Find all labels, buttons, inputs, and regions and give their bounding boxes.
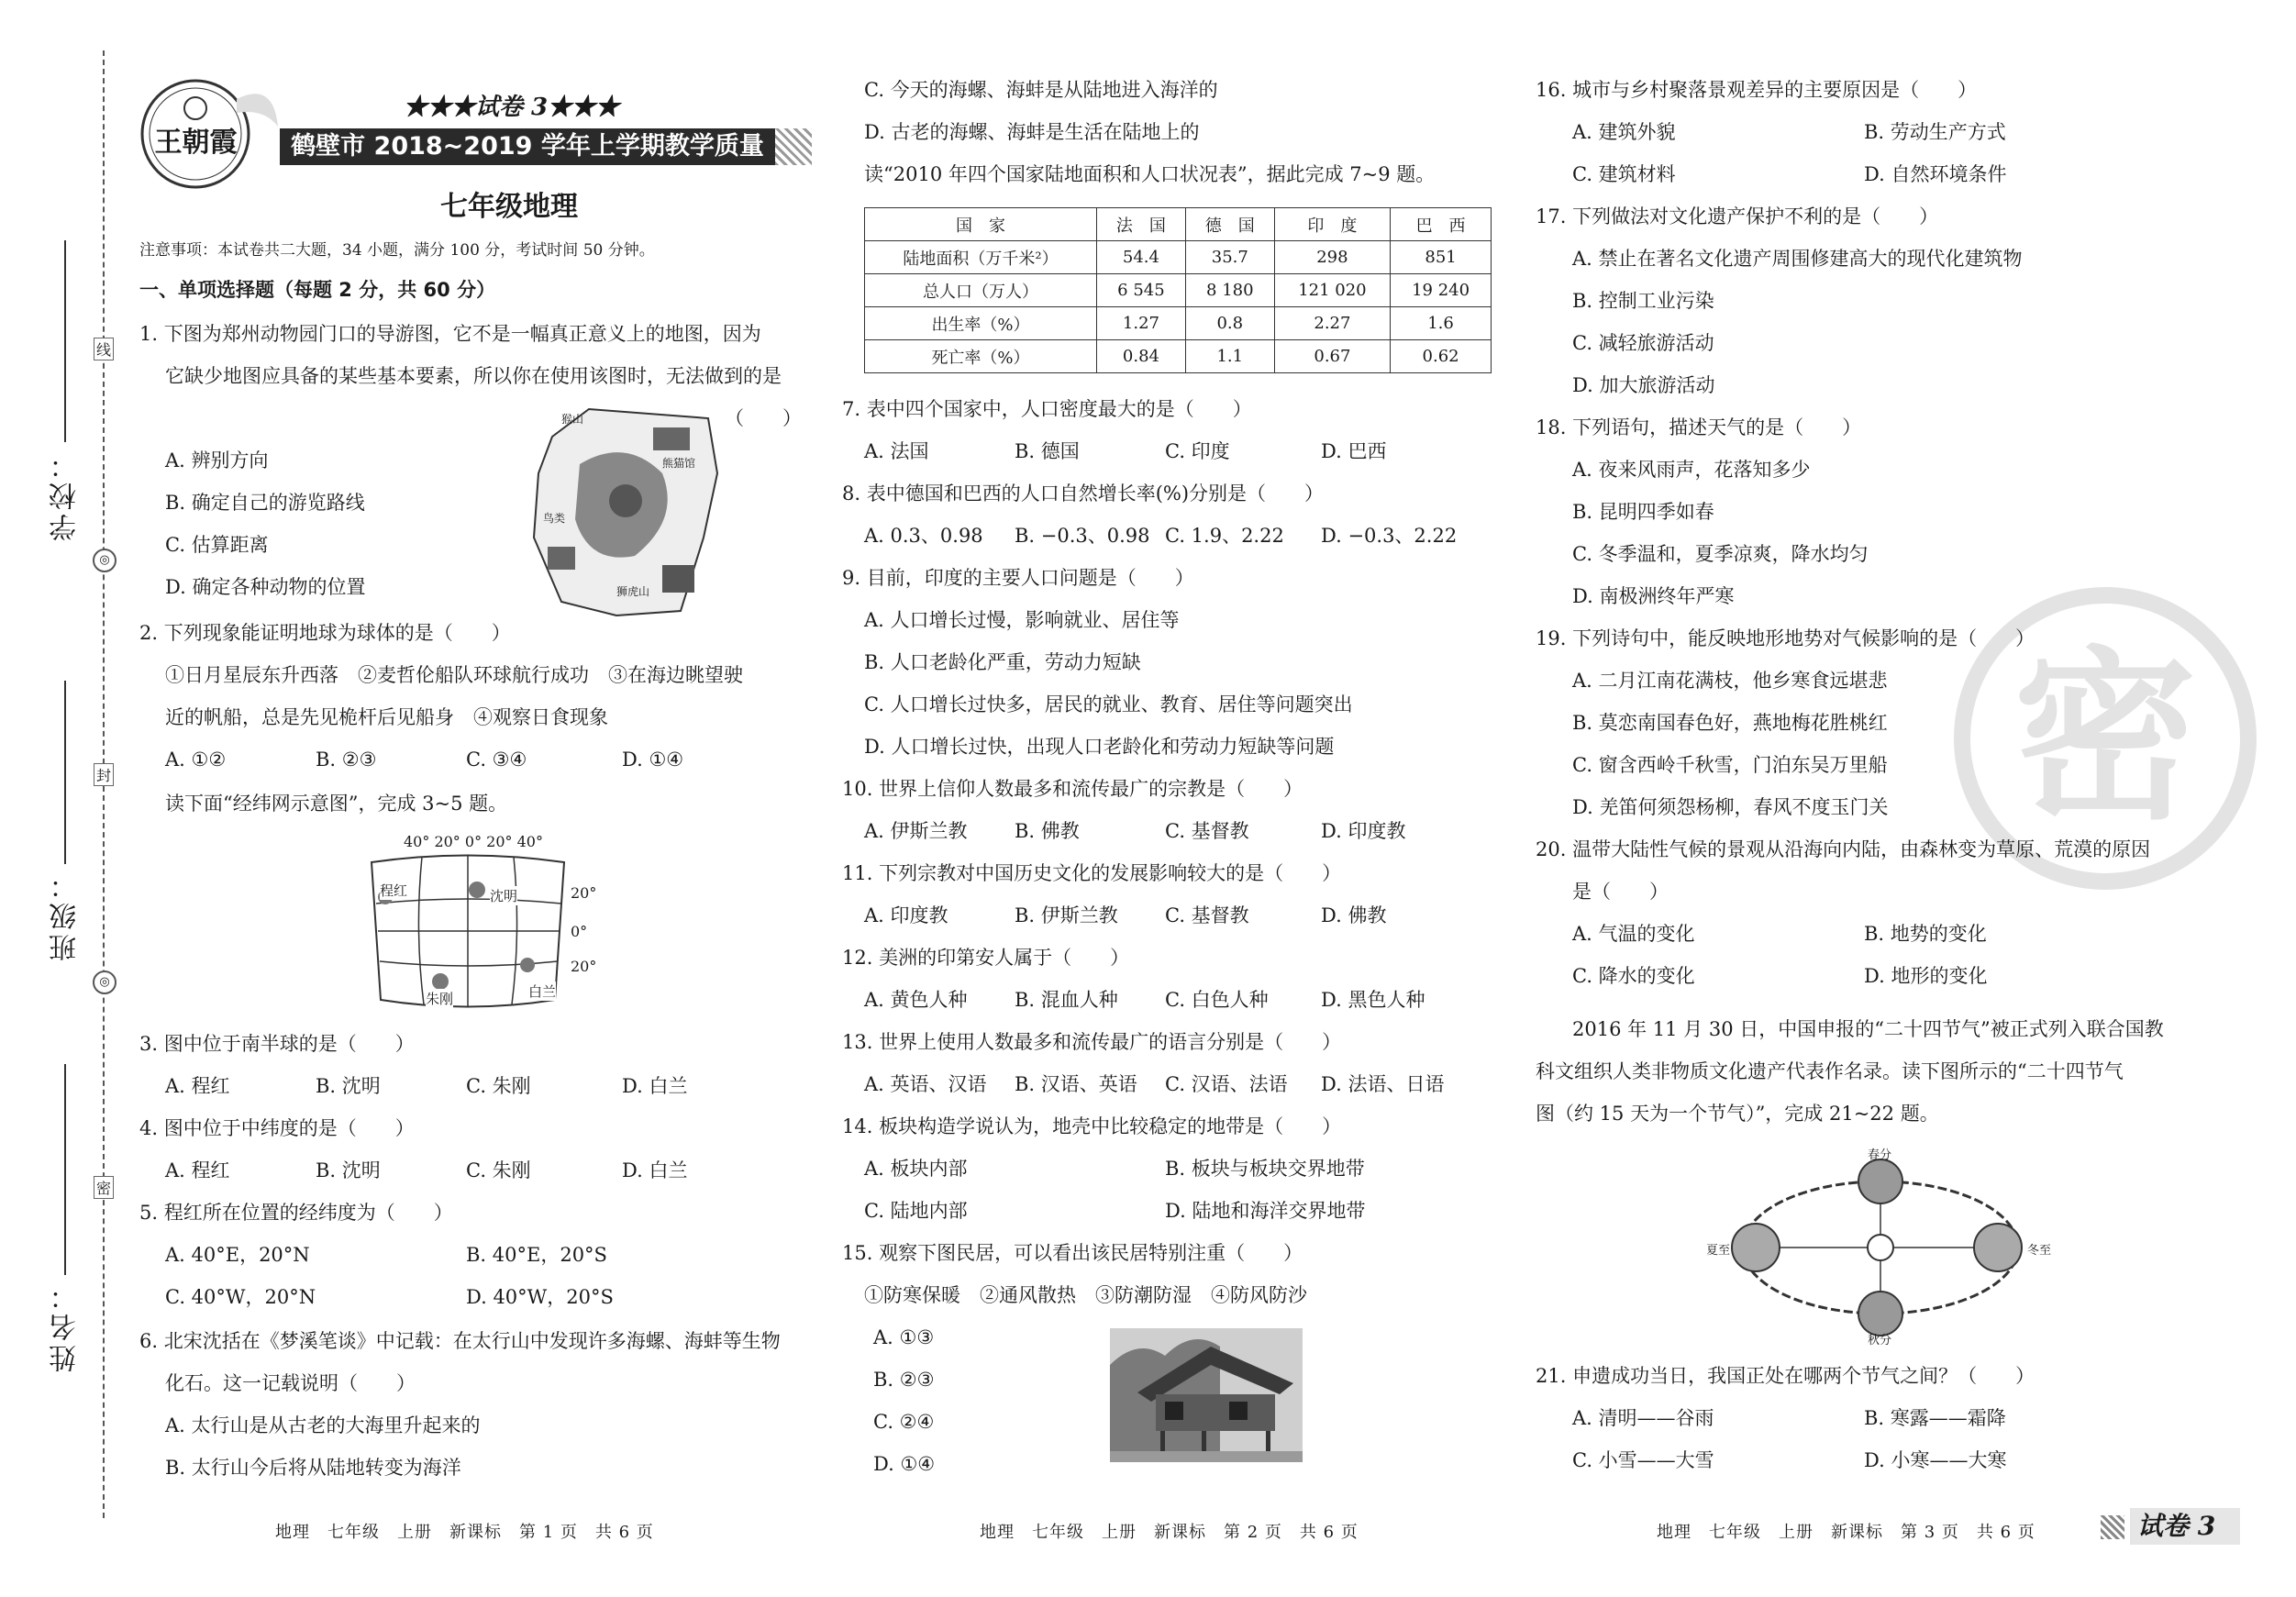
- q20-stem-line1: 20. 温带大陆性气候的景观从沿海向内陆，由森林变为草原、荒漠的原因: [1536, 838, 2151, 860]
- q6-option-c[interactable]: C. 今天的海螺、海蚌是从陆地进入海洋的: [864, 79, 1218, 101]
- q2-option-b[interactable]: B. ②③: [316, 749, 377, 771]
- zoo-guide-map: [525, 400, 725, 620]
- q20-option-a[interactable]: A. 气温的变化: [1572, 923, 1695, 945]
- lat-long-grid-figure: [367, 833, 596, 1013]
- q7-option-c[interactable]: C. 印度: [1165, 440, 1230, 462]
- q1-option-a[interactable]: A. 辨别方向: [165, 449, 269, 471]
- q7-stem: 7. 表中四个国家中，人口密度最大的是（ ）: [842, 398, 1252, 420]
- q1-option-d[interactable]: D. 确定各种动物的位置: [165, 576, 366, 598]
- footer-tag-box: [2130, 1508, 2240, 1545]
- notice-text: 注意事项：本试卷共二大题，34 小题，满分 100 分，考试时间 50 分钟。: [139, 241, 655, 260]
- table-cell: 35.7: [1185, 241, 1274, 274]
- q8-option-c[interactable]: C. 1.9、2.22: [1165, 525, 1284, 547]
- table-header-cell: 印 度: [1274, 208, 1390, 241]
- binding-circle-mark: ◎: [93, 549, 116, 572]
- map-label: 鸟类: [543, 512, 566, 525]
- table-cell: 19 240: [1391, 274, 1492, 307]
- q17-option-b[interactable]: B. 控制工业污染: [1572, 290, 1714, 312]
- q9-option-c[interactable]: C. 人口增长过快多，居民的就业、教育、居住等问题突出: [864, 693, 1353, 715]
- table-cell: 54.4: [1097, 241, 1186, 274]
- q10-stem: 10. 世界上信仰人数最多和流传最广的宗教是（ ）: [842, 778, 1303, 800]
- q15-option-d[interactable]: D. ①④: [873, 1453, 936, 1475]
- q8-option-d[interactable]: D. −0.3、2.22: [1321, 525, 1458, 547]
- q11-stem: 11. 下列宗教对中国历史文化的发展影响较大的是（ ）: [842, 862, 1342, 884]
- school-label: 学校：: [50, 448, 82, 541]
- q18-option-c[interactable]: C. 冬季温和，夏季凉爽，降水均匀: [1572, 543, 1869, 565]
- binding-mark-dense: 密: [94, 1176, 114, 1199]
- q14-stem: 14. 板块构造学说认为，地壳中比较稳定的地带是（ ）: [842, 1115, 1342, 1137]
- q8-stem: 8. 表中德国和巴西的人口自然增长率(%)分别是（ ）: [842, 482, 1325, 505]
- brand-logo: [136, 72, 283, 200]
- q20-option-d[interactable]: D. 地形的变化: [1864, 965, 1988, 987]
- q9-option-b[interactable]: B. 人口老龄化严重，劳动力短缺: [864, 651, 1141, 673]
- q11-option-a[interactable]: A. 印度教: [864, 904, 948, 926]
- q4-options: [165, 1158, 687, 1183]
- q11-options: [864, 903, 1386, 928]
- q2-option-a[interactable]: A. ①②: [165, 749, 227, 771]
- q6-option-b[interactable]: B. 太行山今后将从陆地转变为海洋: [165, 1457, 461, 1479]
- q15-items: ①防寒保暖 ②通风散热 ③防潮防湿 ④防风防沙: [864, 1284, 1307, 1306]
- table-cell: 8 180: [1185, 274, 1274, 307]
- map-label: 熊猫馆: [662, 457, 696, 470]
- q12-stem: 12. 美洲的印第安人属于（ ）: [842, 947, 1130, 969]
- q2-items-line2: 近的帆船，总是先见桅杆后见船身 ④观察日食现象: [165, 706, 608, 728]
- table-cell: 6 545: [1097, 274, 1186, 307]
- q21-option-a[interactable]: A. 清明——谷雨: [1572, 1407, 1714, 1429]
- table-cell: 0.67: [1274, 340, 1390, 373]
- q11-option-c[interactable]: C. 基督教: [1165, 904, 1249, 926]
- table-cell: 0.8: [1185, 307, 1274, 340]
- grid-name: 沈明: [490, 888, 518, 904]
- orbit-label-spring: 春分: [1868, 1148, 1892, 1162]
- q1-stem-line2: 它缺少地图应具备的某些基本要素，所以你在使用该图时，无法做到的是: [165, 365, 782, 387]
- footer-page-2: 地理 七年级 上册 新课标 第 2 页 共 6 页: [980, 1523, 1359, 1542]
- solar-terms-diagram: [1706, 1145, 2055, 1345]
- q3-option-c[interactable]: C. 朱刚: [466, 1075, 531, 1097]
- q12-option-c[interactable]: C. 白色人种: [1165, 989, 1269, 1011]
- q13-option-a[interactable]: A. 英语、汉语: [864, 1073, 987, 1095]
- q2-option-d[interactable]: D. ①④: [622, 749, 684, 771]
- q11-option-d[interactable]: D. 佛教: [1321, 904, 1387, 926]
- q8-option-b[interactable]: B. −0.3、0.98: [1015, 525, 1150, 547]
- q2-option-c[interactable]: C. ③④: [466, 749, 527, 771]
- q15-option-b[interactable]: B. ②③: [873, 1369, 935, 1391]
- country-data-table: [864, 207, 1492, 373]
- q12-option-d[interactable]: D. 黑色人种: [1321, 989, 1425, 1011]
- q20-option-c[interactable]: C. 降水的变化: [1572, 965, 1695, 987]
- q15-option-a[interactable]: A. ①③: [873, 1326, 935, 1348]
- q2-options: [165, 747, 683, 772]
- table-cell: 死亡率（%）: [865, 340, 1097, 373]
- orbit-label-winter: 冬至: [2027, 1244, 2052, 1258]
- grid-name: 朱刚: [426, 991, 454, 1007]
- q5-option-c[interactable]: C. 40°W，20°N: [165, 1286, 316, 1308]
- q16-stem: 16. 城市与乡村聚落景观差异的主要原因是（ ）: [1536, 79, 1978, 101]
- q6-stem-line1: 6. 北宋沈括在《梦溪笔谈》中记载：在太行山中发现许多海螺、海蚌等生物: [139, 1330, 781, 1352]
- brand-name: 王朝霞: [154, 127, 238, 159]
- grid-lat-label: 0°: [571, 923, 588, 940]
- q18-stem: 18. 下列语句，描述天气的是（ ）: [1536, 416, 1862, 438]
- q21-option-c[interactable]: C. 小雪——大雪: [1572, 1449, 1714, 1471]
- q4-stem: 4. 图中位于中纬度的是（ ）: [139, 1117, 415, 1139]
- q2-items-line1: ①日月星辰东升西落 ②麦哲伦船队环球航行成功 ③在海边眺望驶: [165, 664, 743, 686]
- q7-options: [864, 438, 1386, 464]
- q5-option-d[interactable]: D. 40°W，20°S: [466, 1286, 614, 1308]
- q3-options: [165, 1073, 687, 1099]
- grid-name: 程红: [380, 882, 408, 899]
- q14-option-d[interactable]: D. 陆地和海洋交界地带: [1165, 1200, 1366, 1222]
- q17-option-c[interactable]: C. 减轻旅游活动: [1572, 332, 1714, 354]
- q5-stem: 5. 程红所在位置的经纬度为（ ）: [139, 1202, 453, 1224]
- q8-option-a[interactable]: A. 0.3、0.98: [864, 525, 983, 547]
- footer-tag: 试卷 3: [2137, 1511, 2216, 1541]
- q12-options: [864, 987, 1425, 1013]
- q17-option-a[interactable]: A. 禁止在著名文化遗产周围修建高大的现代化建筑物: [1572, 248, 2023, 270]
- table-cell: 0.62: [1391, 340, 1492, 373]
- q15-stem: 15. 观察下图民居，可以看出该民居特别注重（ ）: [842, 1242, 1303, 1264]
- q19-stem: 19. 下列诗句中，能反映地形地势对气候影响的是（ ）: [1536, 627, 2035, 649]
- name-blank-line: [64, 1064, 66, 1275]
- q18-option-d[interactable]: D. 南极洲终年严寒: [1572, 585, 1735, 607]
- q16-option-d[interactable]: D. 自然环境条件: [1864, 163, 2007, 185]
- table-row: [865, 340, 1492, 373]
- q17-stem: 17. 下列做法对文化遗产保护不利的是（ ）: [1536, 205, 1939, 227]
- table-header-cell: 国 家: [865, 208, 1097, 241]
- q12-option-a[interactable]: A. 黄色人种: [864, 989, 968, 1011]
- table-cell: 2.27: [1274, 307, 1390, 340]
- binding-circle-mark: ◎: [93, 970, 116, 994]
- q10-option-a[interactable]: A. 伊斯兰教: [864, 820, 968, 842]
- passage-line2: 科文组织人类非物质文化遗产代表作名录。读下图所示的“二十四节气: [1536, 1060, 2124, 1082]
- q20-stem-line2: 是（ ）: [1572, 881, 1669, 903]
- q14-option-a[interactable]: A. 板块内部: [864, 1158, 968, 1180]
- q12-option-b[interactable]: B. 混血人种: [1015, 989, 1118, 1011]
- title-banner: [280, 128, 775, 197]
- q2-stem: 2. 下列现象能证明地球为球体的是（ ）: [139, 622, 511, 644]
- table-header-cell: 法 国: [1097, 208, 1186, 241]
- q6-option-d[interactable]: D. 古老的海螺、海蚌是生活在陆地上的: [864, 121, 1200, 143]
- q20-option-b[interactable]: B. 地势的变化: [1864, 923, 1987, 945]
- table-header-row: [865, 208, 1492, 241]
- binding-mark-seal: 封: [94, 763, 114, 786]
- table-row: [865, 307, 1492, 340]
- q7-option-d[interactable]: D. 巴西: [1321, 440, 1387, 462]
- q21-option-b[interactable]: B. 寒露——霜降: [1864, 1407, 2006, 1429]
- q13-option-c[interactable]: C. 汉语、法语: [1165, 1073, 1288, 1095]
- table-cell: 298: [1274, 241, 1390, 274]
- q5-option-b[interactable]: B. 40°E，20°S: [466, 1244, 607, 1266]
- q19-option-a[interactable]: A. 二月江南花满枝，他乡寒食远堪悲: [1572, 670, 1888, 692]
- table-cell: 1.1: [1185, 340, 1274, 373]
- q6-stem-line2: 化石。这一记载说明（ ）: [165, 1372, 416, 1394]
- table-cell: 121 020: [1274, 274, 1390, 307]
- q13-options: [864, 1071, 1444, 1097]
- q4-option-a[interactable]: A. 程红: [165, 1159, 230, 1181]
- grid-lat-label: 20°: [571, 884, 597, 902]
- q18-option-a[interactable]: A. 夜来风雨声，花落知多少: [1572, 459, 1811, 481]
- passage-line3: 图（约 15 天为一个节气）”，完成 21~22 题。: [1536, 1103, 1939, 1125]
- q1-stem-line1: 1. 下图为郑州动物园门口的导游图，它不是一幅真正意义上的地图，因为: [139, 323, 761, 345]
- passage-line1: 2016 年 11 月 30 日，中国申报的“二十四节气”被正式列入联合国教: [1572, 1018, 2164, 1040]
- banner-pattern: [775, 128, 812, 165]
- read-7-9-intro: 读“2010 年四个国家陆地面积和人口状况表”，据此完成 7~9 题。: [864, 163, 1436, 185]
- table-cell: 0.84: [1097, 340, 1186, 373]
- q13-option-b[interactable]: B. 汉语、英语: [1015, 1073, 1137, 1095]
- q7-option-a[interactable]: A. 法国: [864, 440, 929, 462]
- grid-lat-label: 20°: [571, 958, 597, 975]
- table-row: [865, 274, 1492, 307]
- q11-option-b[interactable]: B. 伊斯兰教: [1015, 904, 1118, 926]
- q3-option-d[interactable]: D. 白兰: [622, 1075, 688, 1097]
- q10-option-c[interactable]: C. 基督教: [1165, 820, 1249, 842]
- q19-option-c[interactable]: C. 窗含西岭千秋雪，门泊东吴万里船: [1572, 754, 1888, 776]
- q14-option-b[interactable]: B. 板块与板块交界地带: [1165, 1158, 1365, 1180]
- section-heading: 一、单项选择题（每题 2 分，共 60 分）: [139, 279, 496, 301]
- q17-option-d[interactable]: D. 加大旅游活动: [1572, 374, 1715, 396]
- q7-option-b[interactable]: B. 德国: [1015, 440, 1080, 462]
- q4-option-d[interactable]: D. 白兰: [622, 1159, 688, 1181]
- q16-option-b[interactable]: B. 劳动生产方式: [1864, 121, 2006, 143]
- q21-option-d[interactable]: D. 小寒——大寒: [1864, 1449, 2007, 1471]
- subject-title: 七年级地理: [440, 191, 578, 223]
- class-blank-line: [64, 681, 66, 864]
- footer-page-3: 地理 七年级 上册 新课标 第 3 页 共 6 页: [1657, 1523, 2035, 1542]
- q5-option-a[interactable]: A. 40°E，20°N: [165, 1244, 310, 1266]
- q9-stem: 9. 目前，印度的主要人口问题是（ ）: [842, 567, 1194, 589]
- table-cell: 出生率（%）: [865, 307, 1097, 340]
- q3-option-a[interactable]: A. 程红: [165, 1075, 230, 1097]
- stilt-house-photo: [1110, 1328, 1303, 1462]
- q3-option-b[interactable]: B. 沈明: [316, 1075, 381, 1097]
- table-header-cell: 巴 西: [1391, 208, 1492, 241]
- q1-option-b[interactable]: B. 确定自己的游览路线: [165, 492, 365, 514]
- table-row: [865, 241, 1492, 274]
- q4-option-b[interactable]: B. 沈明: [316, 1159, 381, 1181]
- q18-option-b[interactable]: B. 昆明四季如春: [1572, 501, 1714, 523]
- q21-stem: 21. 申遗成功当日，我国正处在哪两个节气之间？（ ）: [1536, 1365, 2035, 1387]
- class-label: 班级：: [50, 868, 82, 961]
- footer-page-1: 地理 七年级 上册 新课标 第 1 页 共 6 页: [275, 1523, 654, 1542]
- exam-title: 鹤壁市 2018~2019 学年上学期教学质量调研测试: [291, 132, 764, 197]
- school-blank-line: [64, 240, 66, 442]
- q9-option-d[interactable]: D. 人口增长过快，出现人口老龄化和劳动力短缺等问题: [864, 736, 1335, 758]
- grid-top-labels: 40° 20° 0° 20° 40°: [404, 833, 543, 850]
- q6-option-a[interactable]: A. 太行山是从古老的大海里升起来的: [165, 1414, 481, 1436]
- q16-option-a[interactable]: A. 建筑外貌: [1572, 121, 1676, 143]
- q10-options: [864, 818, 1405, 844]
- q1-paren: （ ）: [725, 407, 802, 429]
- exam-tag: ★★★试卷 3★★★: [404, 94, 620, 121]
- table-header-cell: 德 国: [1185, 208, 1274, 241]
- table-cell: 1.6: [1391, 307, 1492, 340]
- q16-option-c[interactable]: C. 建筑材料: [1572, 163, 1676, 185]
- name-label: 姓名：: [50, 1279, 82, 1372]
- q19-option-b[interactable]: B. 莫恋南国春色好，燕地梅花胜桃红: [1572, 712, 1888, 734]
- table-cell: 1.27: [1097, 307, 1186, 340]
- table-cell: 陆地面积（万千米²）: [865, 241, 1097, 274]
- footer-pattern: [2101, 1515, 2124, 1539]
- read-3-5-intro: 读下面“经纬网示意图”，完成 3~5 题。: [165, 793, 508, 815]
- q10-option-b[interactable]: B. 佛教: [1015, 820, 1080, 842]
- table-cell: 851: [1391, 241, 1492, 274]
- q10-option-d[interactable]: D. 印度教: [1321, 820, 1406, 842]
- stamp-char: 密: [2013, 631, 2197, 845]
- q1-option-c[interactable]: C. 估算距离: [165, 534, 269, 556]
- table-cell: 总人口（万人）: [865, 274, 1097, 307]
- q8-options: [864, 523, 1457, 549]
- binding-mark-line: 线: [94, 338, 114, 360]
- map-label: 猴山: [561, 413, 584, 426]
- q9-option-a[interactable]: A. 人口增长过慢，影响就业、居住等: [864, 609, 1180, 631]
- q3-stem: 3. 图中位于南半球的是（ ）: [139, 1033, 415, 1055]
- q4-option-c[interactable]: C. 朱刚: [466, 1159, 531, 1181]
- q14-option-c[interactable]: C. 陆地内部: [864, 1200, 968, 1222]
- map-label: 狮虎山: [616, 585, 650, 598]
- q13-stem: 13. 世界上使用人数最多和流传最广的语言分别是（ ）: [842, 1031, 1342, 1053]
- q19-option-d[interactable]: D. 羌笛何须怨杨柳，春风不度玉门关: [1572, 796, 1889, 818]
- q15-option-c[interactable]: C. ②④: [873, 1411, 935, 1433]
- orbit-label-summer: 夏至: [1706, 1244, 1731, 1258]
- orbit-label-autumn: 秋分: [1868, 1334, 1892, 1347]
- grid-name: 白兰: [528, 983, 557, 1000]
- q13-option-d[interactable]: D. 法语、日语: [1321, 1073, 1445, 1095]
